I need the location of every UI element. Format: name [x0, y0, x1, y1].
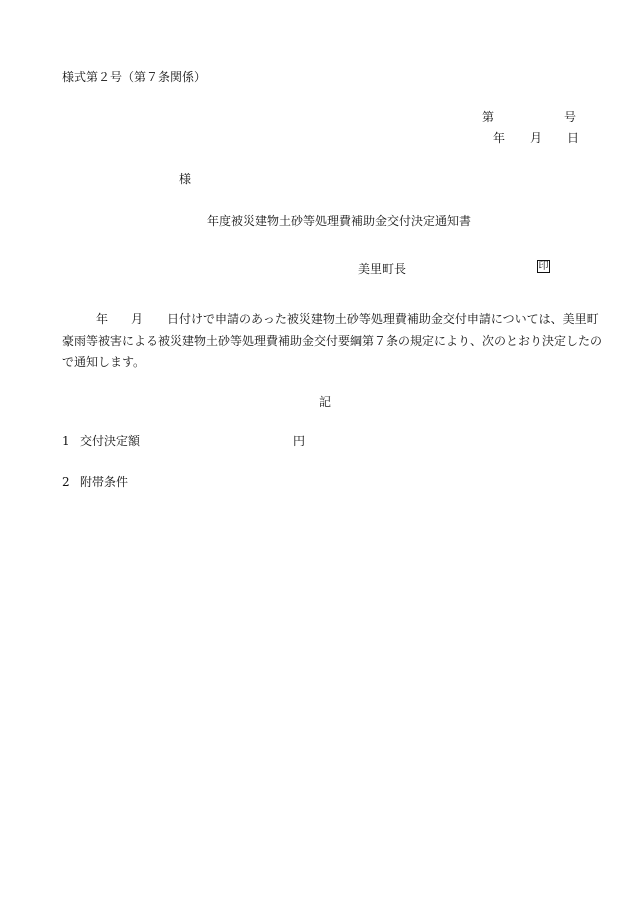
date-year-label: 年 [493, 131, 506, 145]
item-2-number: 2 [62, 475, 70, 489]
date-month-label: 月 [530, 131, 543, 145]
body-paragraph-line-1 [62, 312, 599, 326]
item-2-label: 附帯条件 [80, 475, 129, 489]
item-1-number: 1 [62, 434, 70, 448]
ki-heading: 記 [319, 395, 332, 409]
item-1-unit: 円 [293, 434, 306, 448]
body-year-label: 年 [96, 312, 109, 326]
body-paragraph-line-3: で通知します。 [62, 355, 146, 369]
issuer-name: 美里町長 [358, 262, 407, 276]
addressee-honorific: 様 [179, 172, 192, 186]
document-number-suffix: 号 [564, 110, 577, 124]
seal-mark: 印 [538, 261, 549, 272]
body-paragraph-line-2: 豪雨等被害による被災建物土砂等処理費補助金交付要綱第７条の規定により、次のとおり決定したの [62, 334, 603, 348]
document-number-prefix: 第 [482, 110, 495, 124]
body-month-label: 月 [131, 312, 144, 326]
body-line-1-text: 日付けで申請のあった被災建物土砂等処理費補助金交付申請については、美里町 [167, 312, 599, 326]
item-1-label: 交付決定額 [80, 434, 141, 448]
document-title: 年度被災建物土砂等処理費補助金交付決定通知書 [207, 214, 472, 228]
date-day-label: 日 [567, 131, 580, 145]
form-number: 様式第２号（第７条関係） [62, 70, 207, 84]
